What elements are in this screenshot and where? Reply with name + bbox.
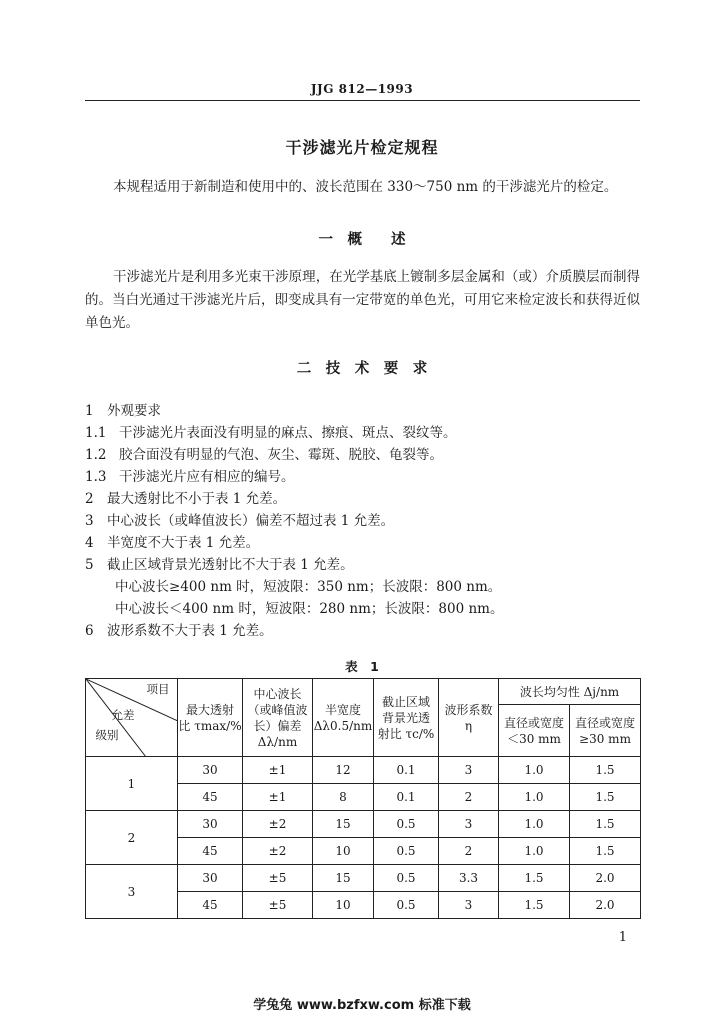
requirement-note: 中心波长＜400 nm 时，短波限：280 nm；长波限：800 nm。 — [115, 601, 504, 617]
table-corner-cell — [86, 679, 178, 757]
cell-center-wavelength: ±2 — [243, 811, 313, 838]
section-1-body: 干涉滤光片是利用多光束干涉原理，在光学基底上镀制多层金属和（或）介质膜层而制得的。当白光通过干涉滤光片后，即变成具有一定带宽的单色光，可用它来检定波长和获得近似单色光。 — [85, 269, 640, 331]
header-cutoff-transmittance: 截止区域 背景光透 射比 τc/% — [374, 679, 439, 757]
cell-max-transmittance: 30 — [178, 811, 243, 838]
header-diameter-large: 直径或宽度 ≥30 mm — [570, 705, 641, 757]
cell-half-width: 15 — [313, 811, 374, 838]
requirement-item: 3 中心波长（或峰值波长）偏差不超过表 1 允差。 — [85, 513, 395, 529]
table-row — [86, 811, 641, 838]
header-wavelength-uniformity: 波长均匀性 Δj/nm — [499, 679, 641, 705]
table-caption: 表 1 — [345, 659, 379, 674]
cell-center-wavelength: ±1 — [243, 757, 313, 784]
cell-shape-factor: 3 — [439, 757, 499, 784]
requirement-item: 1.1 干涉滤光片表面没有明显的麻点、擦痕、斑点、裂纹等。 — [85, 425, 457, 441]
section-1-heading: 一 概 述 — [318, 232, 406, 248]
table-row — [86, 865, 641, 892]
cell-shape-factor: 3 — [439, 811, 499, 838]
cell-cutoff: 0.1 — [374, 757, 439, 784]
tolerance-table — [85, 678, 641, 919]
cell-max-transmittance: 30 — [178, 757, 243, 784]
corner-grade-label: 级别 — [95, 728, 119, 742]
cell-shape-factor: 2 — [439, 784, 499, 811]
cell-half-width: 10 — [313, 892, 374, 919]
footer-watermark-text: 学兔兔 www.bzfxw.com 标准下载 — [253, 998, 471, 1013]
grade-cell: 1 — [86, 757, 178, 811]
header-max-transmittance: 最大透射 比 τmax/% — [178, 679, 243, 757]
cell-cutoff: 0.5 — [374, 865, 439, 892]
cell-uniformity-large: 2.0 — [570, 865, 641, 892]
cell-center-wavelength: ±1 — [243, 784, 313, 811]
cell-half-width: 10 — [313, 838, 374, 865]
cell-uniformity-large: 1.5 — [570, 784, 641, 811]
requirement-item: 1 外观要求 — [85, 403, 161, 419]
cell-max-transmittance: 30 — [178, 865, 243, 892]
cell-uniformity-large: 1.5 — [570, 811, 641, 838]
cell-uniformity-small: 1.0 — [499, 784, 570, 811]
cell-half-width: 15 — [313, 865, 374, 892]
cell-cutoff: 0.1 — [374, 784, 439, 811]
requirement-item: 4 半宽度不大于表 1 允差。 — [85, 535, 260, 551]
cell-uniformity-small: 1.0 — [499, 757, 570, 784]
cell-half-width: 12 — [313, 757, 374, 784]
page-number: 1 — [618, 930, 627, 945]
cell-half-width: 8 — [313, 784, 374, 811]
cell-uniformity-large: 1.5 — [570, 838, 641, 865]
corner-item-label: 项目 — [146, 682, 170, 696]
cell-cutoff: 0.5 — [374, 811, 439, 838]
cell-shape-factor: 2 — [439, 838, 499, 865]
cell-uniformity-small: 1.0 — [499, 811, 570, 838]
requirement-item: 1.2 胶合面没有明显的气泡、灰尘、霉斑、脱胶、龟裂等。 — [85, 447, 443, 463]
header-half-width: 半宽度 Δλ0.5/nm — [313, 679, 374, 757]
cell-uniformity-small: 1.0 — [499, 838, 570, 865]
header-diameter-small: 直径或宽度 ＜30 mm — [499, 705, 570, 757]
cell-shape-factor: 3.3 — [439, 865, 499, 892]
header-center-wavelength: 中心波长 （或峰值波 长）偏差 Δλ/nm — [243, 679, 313, 757]
cell-max-transmittance: 45 — [178, 892, 243, 919]
cell-center-wavelength: ±2 — [243, 838, 313, 865]
cell-cutoff: 0.5 — [374, 838, 439, 865]
grade-cell: 2 — [86, 811, 178, 865]
cell-max-transmittance: 45 — [178, 838, 243, 865]
intro-paragraph: 本规程适用于新制造和使用中的、波长范围在 330～750 nm 的干涉滤光片的检定。 — [113, 179, 618, 195]
requirement-item: 2 最大透射比不小于表 1 允差。 — [85, 491, 287, 507]
cell-uniformity-small: 1.5 — [499, 892, 570, 919]
corner-tolerance-label: 允差 — [111, 708, 135, 722]
requirement-item: 6 波形系数不大于表 1 允差。 — [85, 623, 273, 639]
grade-cell: 3 — [86, 865, 178, 919]
section-2-heading: 二 技 术 要 求 — [296, 361, 428, 377]
cell-uniformity-large: 2.0 — [570, 892, 641, 919]
cell-cutoff: 0.5 — [374, 892, 439, 919]
standard-code: JJG 812—1993 — [310, 82, 414, 96]
requirement-item: 5 截止区域背景光透射比不大于表 1 允差。 — [85, 557, 354, 573]
cell-uniformity-small: 1.5 — [499, 865, 570, 892]
cell-uniformity-large: 1.5 — [570, 757, 641, 784]
cell-max-transmittance: 45 — [178, 784, 243, 811]
requirement-item: 1.3 干涉滤光片应有相应的编号。 — [85, 469, 295, 485]
table-row — [86, 757, 641, 784]
cell-shape-factor: 3 — [439, 892, 499, 919]
header-rule — [85, 100, 640, 101]
cell-center-wavelength: ±5 — [243, 865, 313, 892]
header-shape-factor: 波形系数 η — [439, 679, 499, 757]
document-title: 干涉滤光片检定规程 — [285, 138, 439, 157]
cell-center-wavelength: ±5 — [243, 892, 313, 919]
requirement-note: 中心波长≥400 nm 时，短波限：350 nm；长波限：800 nm。 — [115, 579, 502, 595]
